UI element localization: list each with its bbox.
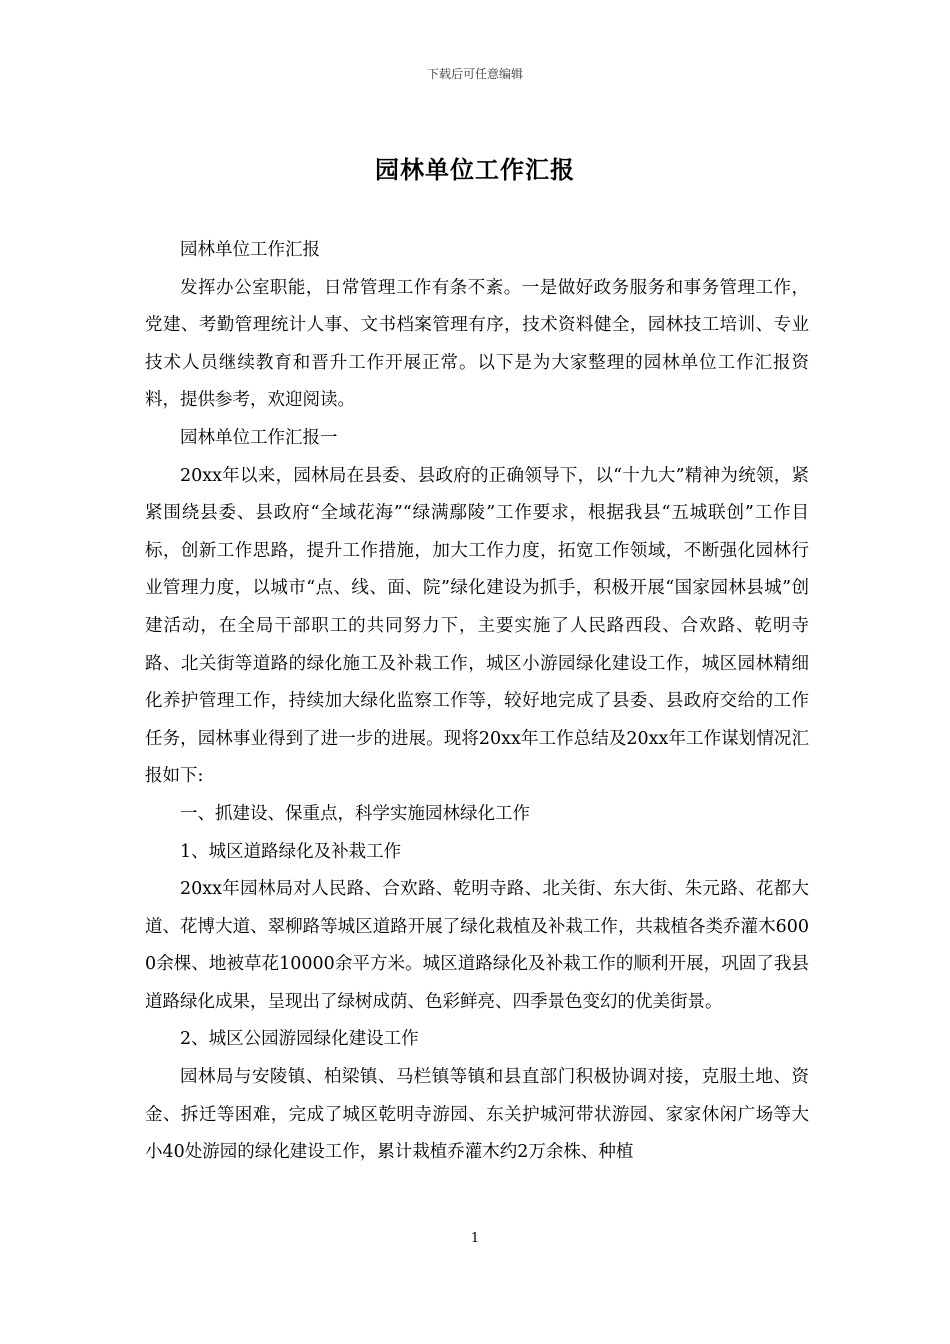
section-heading: 一、抓建设、保重点，科学实施园林绿化工作 [180,803,530,824]
document-title: 园林单位工作汇报 [375,155,575,184]
paragraph-subtitle: 园林单位工作汇报 [180,240,320,260]
paragraph-roads: 20xx年园林局对人民路、合欢路、乾明寺路、北关街、东大街、朱元路、花都大道、花博大道、翠柳路等城区道路开展了绿化栽植及补栽工作，共栽植各类乔灌木6000余棵、地被草花10000余平方米。城区道路绿化及补栽工作的顺利开展，巩固了我县道路绿化成果，呈现出了绿树成荫、色彩鲜亮、四季景色变幻的优美街景。 [145,879,809,1012]
page-number: 1 [470,1231,480,1246]
paragraph-intro: 发挥办公室职能，日常管理工作有条不紊。一是做好政务服务和事务管理工作，党建、考勤管理统计人事、文书档案管理有序，技术资料健全，园林技工培训、专业技术人员继续教育和晋升工作开展正常。以下是为大家整理的园林单位工作汇报资料，提供参考，欢迎阅读。 [145,277,809,411]
paragraph-report-heading: 园林单位工作汇报一 [180,427,338,448]
subsection-heading-parks: 2、城区公园游园绿化建设工作 [180,1029,419,1050]
document-body [145,232,809,1172]
paragraph-parks: 园林局与安陵镇、柏梁镇、马栏镇等镇和县直部门积极协调对接，克服土地、资金、拆迁等困难，完成了城区乾明寺游园、东关护城河带状游园、家家休闲广场等大小40处游园的绿化建设工作，累计栽植乔灌木约2万余株、种植 [145,1067,809,1163]
page-header-note: 下载后可任意编辑 [426,67,523,81]
paragraph-overview: 20xx年以来，园林局在县委、县政府的正确领导下，以“十九大”精神为统领，紧紧围绕县委、县政府“全域花海”“绿满鄢陵”工作要求，根据我县“五城联创”工作目标，创新工作思路，提升工作措施，加大工作力度，拓宽工作领域，不断强化园林行业管理力度，以城市“点、线、面、院”绿化建设为抓手，积极开展“国家园林县城”创建活动，在全局干部职工的共同努力下，主要实施了人民路西段、合欢路、乾明寺路、北关街等道路的绿化施工及补栽工作，城区小游园绿化建设工作，城区园林精细化养护管理工作，持续加大绿化监察工作等，较好地完成了县委、县政府交给的工作任务，园林事业得到了进一步的进展。现将20xx年工作总结及20xx年工作谋划情况汇报如下: [145,465,809,787]
subsection-heading-roads: 1、城区道路绿化及补栽工作 [180,841,402,862]
